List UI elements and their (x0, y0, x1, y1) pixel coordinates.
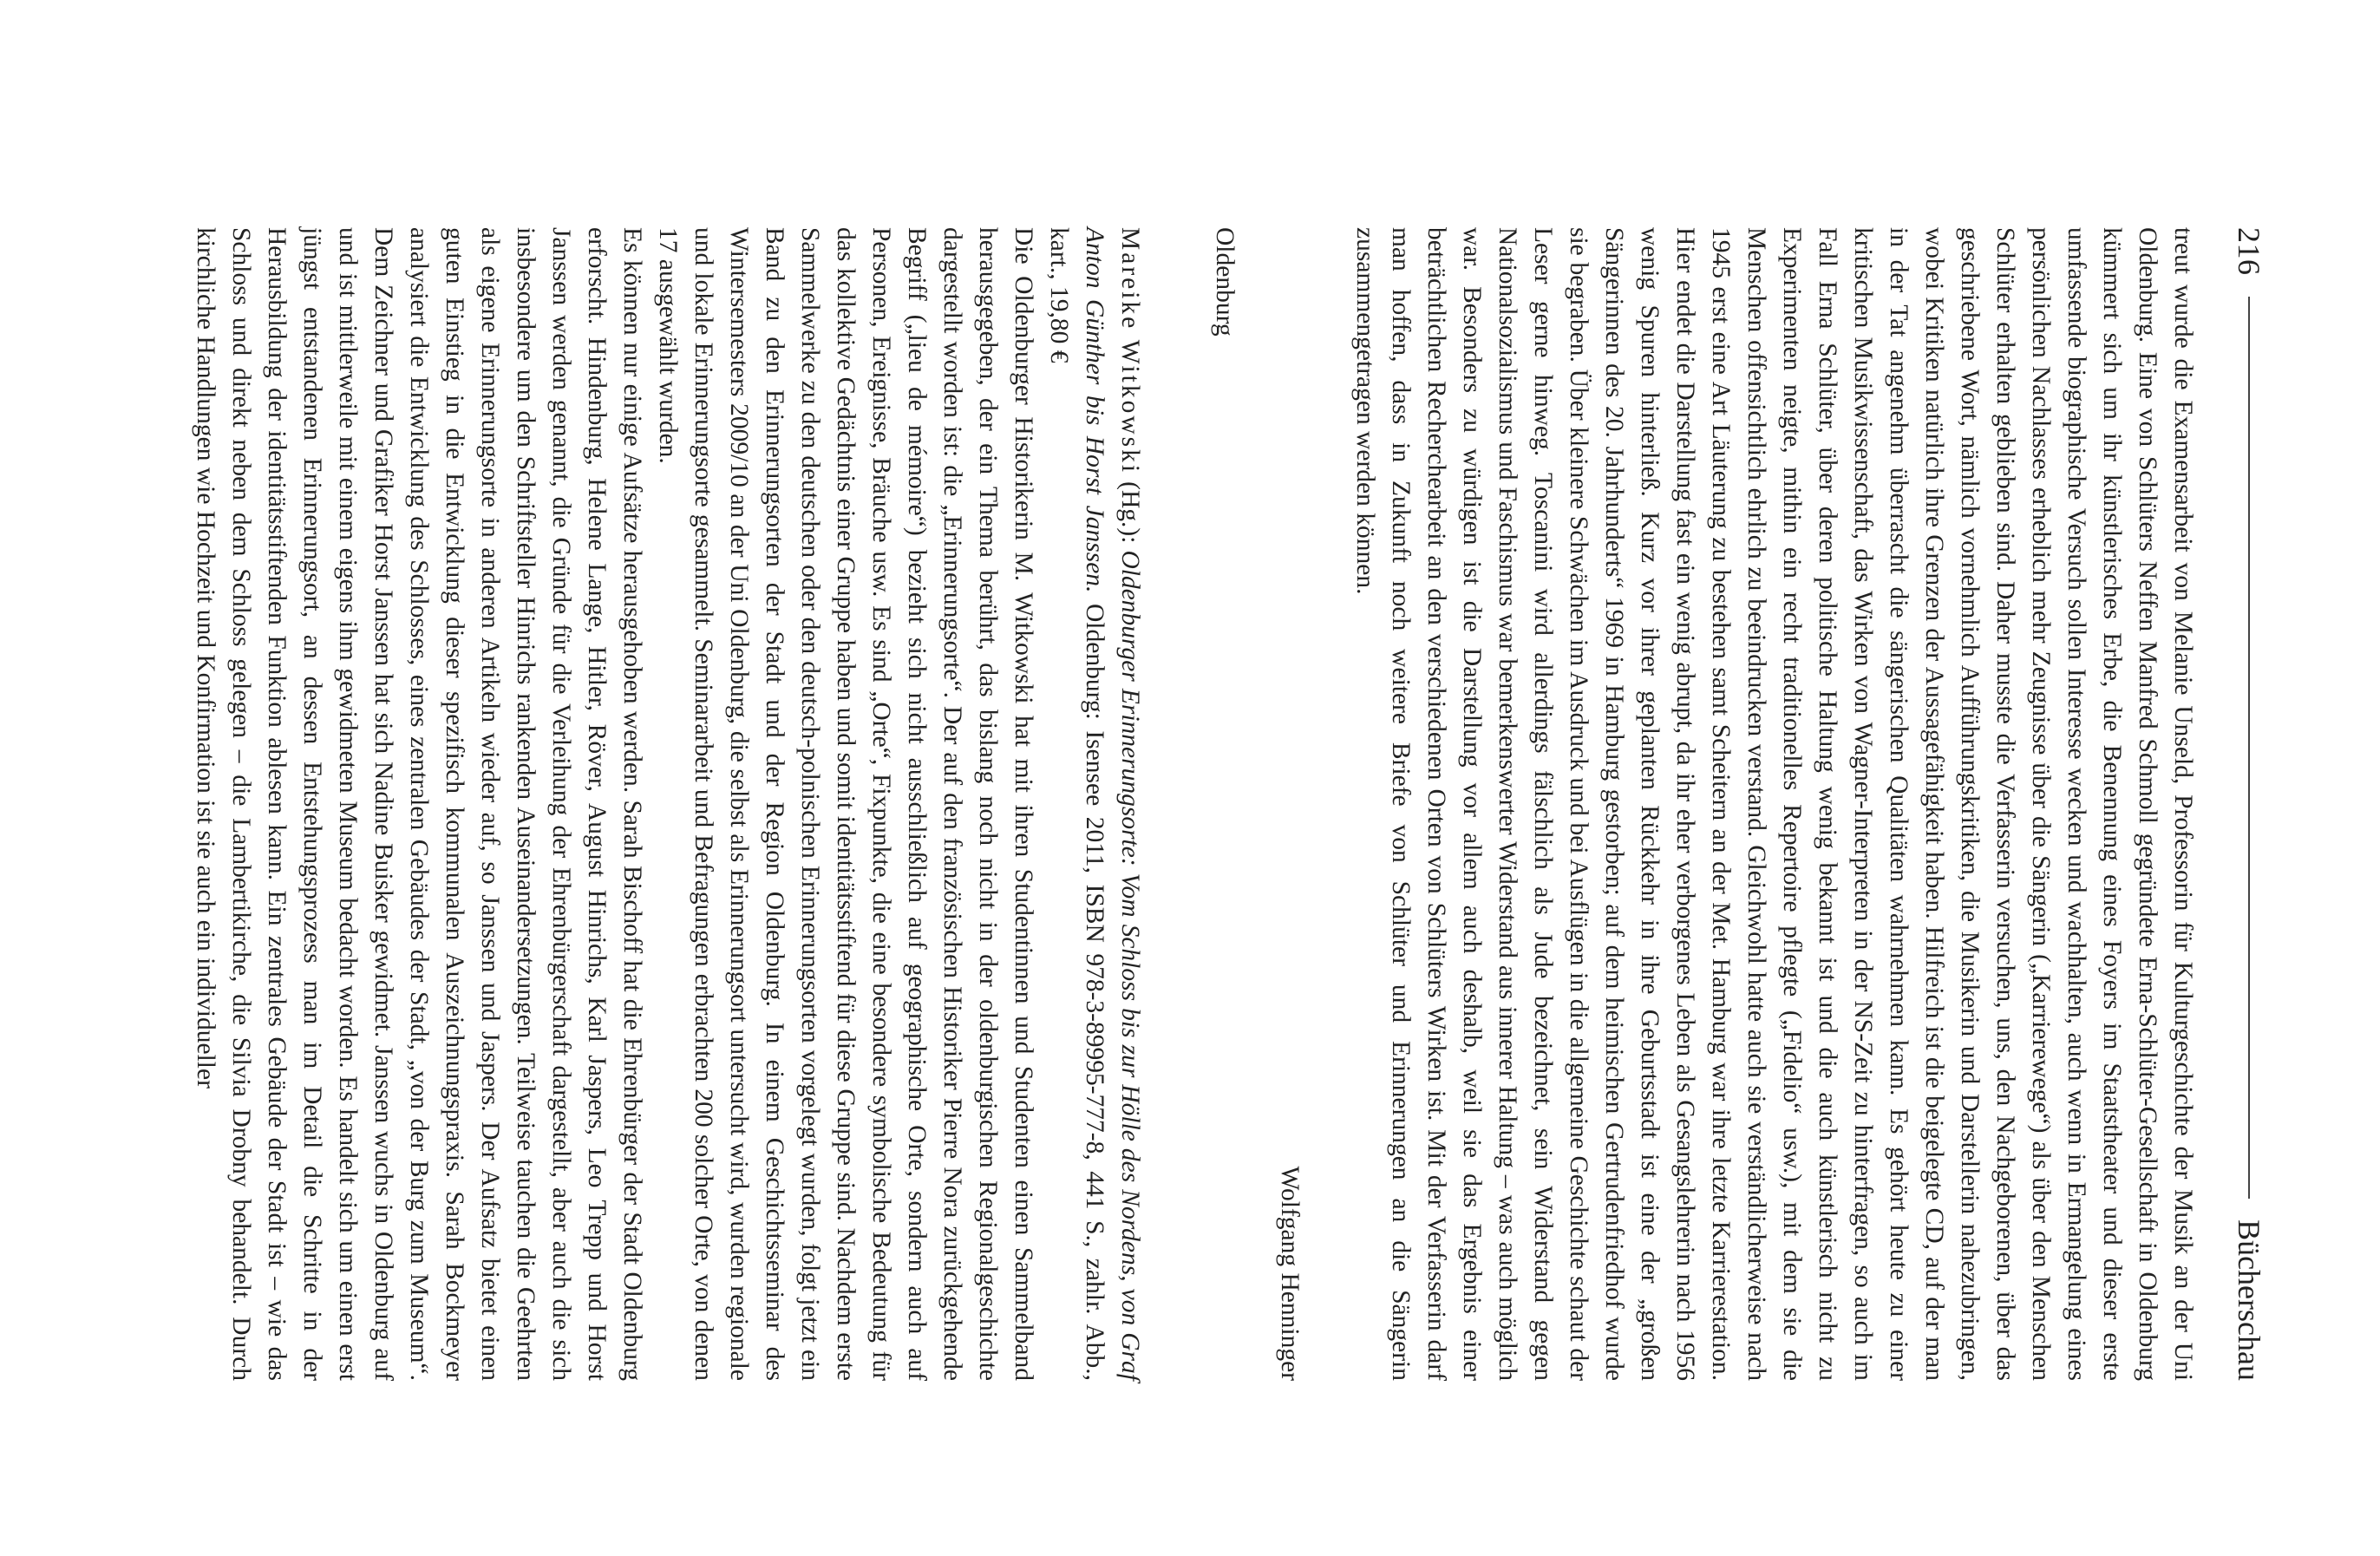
page-number: 216 (2232, 227, 2266, 276)
citation-publication: Oldenburg: Isensee 2011, ISBN 978-3-89995-777-8, 441 S., zahlr. Abb., kart., 19,80 € (1045, 227, 1108, 1382)
header-rule (2248, 297, 2250, 1200)
citation-editor-note: (Hg.): (1116, 474, 1144, 551)
running-header (2223, 227, 2275, 1381)
review-1-text: treut wurde die Examensarbeit von Melanie Unseld, Professorin für Kulturgeschichte der Musik an der Uni Oldenburg. Eine von Schlüters Neffen Manfred Schmoll gegründete Erna-Schlüter-Gesellschaft in Oldenburg kümmert sich um ihr künstlerisches Erbe, die Benennung eines Foyers im Staatstheater und dieser erste umfassende biographische Versuch sollen Interesse wecken und wachhalten, auch wenn in Ermangelung eines persönlichen Nachlasses erheblich mehr Zeugnisse über die Sängerin („Karrierewege“) als über den Menschen Schlüter erhalten geblieben sind. Daher musste die Verfasserin versuchen, uns, den Nachgeborenen, über das geschriebene Wort, nämlich vornehmlich Aufführungskritiken, die Musikerin und Darstellerin nahezubringen, wobei Kritiken natürlich ihre Grenzen der Aussagefähigkeit haben. Hilfreich ist die beigelegte CD, auf der man in der Tat angenehm überrascht die sängerischen Qualitäten wahrnehmen kann. Es gehört heute zu einer kritischen Musikwissenschaft, das Wirken von Wagner-Interpreten in der NS-Zeit zu hinterfragen, so auch im Fall Erna Schlüter, über deren politische Haltung wenig bekannt ist und die auch künstlerisch nicht zu Experimenten neigte, mithin ein recht traditionelles Repertoire pflegte („Fidelio“ usw.), mit dem sie die Menschen offensichtlich ehrlich zu beeindrucken verstand. Gleichwohl hatte auch sie verständlicherweise nach 1945 erst eine Art Läuterung zu bestehen samt Scheitern an der Met. Hamburg war ihre letzte Karrierestation. Hier endet die Darstellung fast ein wenig abrupt, da ihr eher verborgenes Leben als Gesangslehrerin nach 1956 wenig Spuren hinterließ. Kurz vor ihrer geplanten Rückkehr in ihre Geburtsstadt ist eine der „großen Sängerinnen des 20. Jahrhunderts“ 1969 in Hamburg gestorben; auf dem heimischen Gertrudenfriedhof wurde sie begraben. Über kleinere Schwächen im Ausdruck und bei Ausflügen in die allgemeine Geschichte schaut der Leser gerne hinweg. Toscanini wird allerdings fälschlich als Jude bezeichnet, sein Widerstand gegen Nationalsozialismus und Faschismus war bemerkenswerter Widerstand aus innerer Haltung – was auch möglich war. Besonders zu würdigen ist die Darstellung vor allem auch deshalb, weil sie das Ergebnis einer beträchtlichen Recherchearbeit an den verschiedenen Orten von Schlüters Wirken ist. Mit der Verfasserin darf man hoffen, dass in Zukunft noch weitere Briefe von Schlüter und Erinnerungen an die Sängerin zusammengetragen werden können. (1351, 227, 2197, 1381)
section-title: Bücherschau (2232, 1219, 2266, 1381)
review-2-paragraph-2: Es können nur einige Aufsätze herausgehoben werden. Sarah Bischoff hat die Ehrenbürger der Stadt Oldenburg erforscht. Hindenburg, Helene Lange, Hitler, Röver, August Hinrichs, Karl Jaspers, Leo Trepp und Horst Janssen werden genannt, die Gründe für die Verleihung der Ehrenbürgerschaft dargestellt, aber auch die sich insbesondere um den Schriftsteller Hinrichs rankenden Auseinandersetzungen. Teilweise tauchen die Geehrten als eigene Erinnerungsorte in anderen Artikeln wieder auf, so Janssen und Jaspers. Der Aufsatz bietet einen guten Einstieg in die Entwicklung dieser spezifisch kommunalen Auszeichnungspraxis. Sarah Bockmeyer analysiert die Entwicklung des Schlosses, eines zentralen Gebäudes der Stadt, „von der Burg zum Museum“. Dem Zeichner und Grafiker Horst Janssen hat sich Nadine Buisker gewidmet. Janssen wuchs in Oldenburg auf und ist mittlerweile mit einem eigens ihm gewidmeten Museum bedacht worden. Es handelt sich um einen erst jüngst entstandenen Erinnerungsort, an dessen Entstehungsprozess man im Detail die Schritte in der Herausbildung der identitätsstiftenden Funktion ablesen kann. Ein zentrales Gebäude der Stadt ist – wie das Schloss und direkt neben dem Schloss gelegen – die Lambertikirche, die Silvia Drobny behandelt. Durch kirchliche Handlungen wie Hochzeit und Konfirmation ist sie auch ein individueller (192, 227, 646, 1381)
citation-title: Oldenburger Erinnerungsorte: Vom Schloss bis zur Hölle des Nordens, von Graf Anton Günther bis Horst Janssen. (1081, 227, 1144, 1381)
review-2-paragraph-1: Die Oldenburger Historikerin M. Witkowski hat mit ihren Studentinnen und Studenten einen Sammelband herausgegeben, der ein Thema berührt, das bislang noch nicht in der oldenburgischen Regionalgeschichte dargestellt worden ist: die „Erinnerungsorte“. Der auf den französischen Historiker Pierre Nora zurückgehende Begriff („lieu de mémoire“) bezieht sich nicht ausschließlich auf geographische Orte, sondern auch auf Personen, Ereignisse, Bräuche usw. Es sind „Orte“, Fixpunkte, die eine besondere symbolische Bedeutung für das kollektive Gedächtnis einer Gruppe haben und somit identitätsstiftend für diese Gruppe sind. Nachdem erste Sammelwerke zu den deutschen oder den deutsch-polnischen Erinnerungsorten vorgelegt wurden, folgt jetzt ein Band zu den Erinnerungsorten der Stadt und der Region Oldenburg. In einem Geschichtsseminar des Wintersemesters 2009/10 an der Uni Oldenburg, die selbst als Erinnerungsort untersucht wird, wurden regionale und lokale Erinnerungsorte gesammelt. Seminararbeit und Befragungen erbrachten 200 solcher Orte, von denen 17 ausgewählt wurden. (654, 227, 1037, 1381)
section-heading: Oldenburg (1211, 227, 1239, 337)
page-body (49, 227, 2200, 1381)
citation-author: Mareike Witkowski (1116, 227, 1144, 475)
book-citation (1041, 227, 1148, 1381)
reviewer-name: Wolfgang Henninger (1276, 1166, 1304, 1381)
